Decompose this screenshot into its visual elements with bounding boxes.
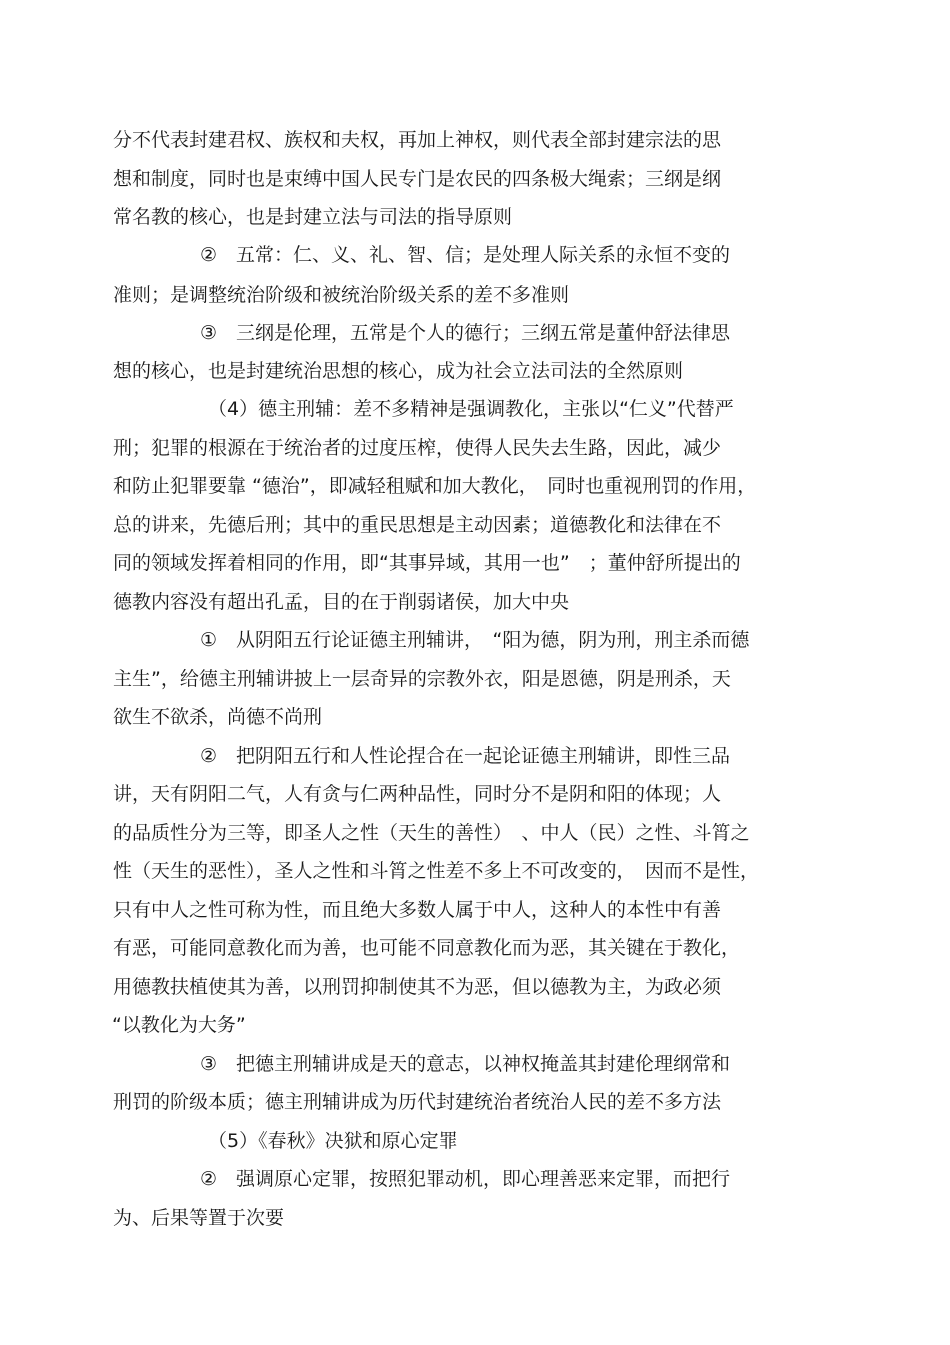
text-line: ② 强调原心定罪，按照犯罪动机，即心理善恶来定罪，而把行 (200, 1168, 731, 1190)
text-line: 想和制度，同时也是束缚中国人民专门是农民的四条极大绳索；三纲是纲 (113, 168, 722, 190)
text-line: ② 把阴阳五行和人性论捏合在一起论证德主刑辅讲，即性三品 (200, 745, 731, 767)
text-line: 只有中人之性可称为性，而且绝大多数人属于中人，这种人的本性中有善 (113, 899, 722, 921)
text-line: 有恶，可能同意教化而为善，也可能不同意教化而为恶，其关键在于教化， (113, 937, 741, 959)
text-line: 德教内容没有超出孔孟，目的在于削弱诸侯，加大中央 (113, 591, 570, 613)
text-line: “以教化为大务” (112, 1014, 246, 1036)
text-line: 欲生不欲杀，尚德不尚刑 (113, 706, 323, 728)
text-line: 性（天生的恶性），圣人之性和斗筲之性差不多上不可改变的， 因而不是性， (113, 860, 760, 882)
text-line: ③ 把德主刑辅讲成是天的意志，以神权掩盖其封建伦理纲常和 (200, 1053, 731, 1075)
text-line: 主生”，给德主刑辅讲披上一层奇异的宗教外衣，阳是恩德，阴是刑杀，天 (113, 668, 731, 690)
text-line: 讲，天有阴阳二气，人有贪与仁两种品性，同时分不是阴和阳的体现；人 (113, 783, 722, 805)
text-line: 同的领域发挥着相同的作用，即“其事异域，其用一也” ；董仲舒所提出的 (113, 552, 741, 574)
text-line: 分不代表封建君权、族权和夫权，再加上神权，则代表全部封建宗法的思 (113, 129, 722, 151)
text-line: 刑；犯罪的根源在于统治者的过度压榨，使得人民失去生路，因此，减少 (113, 437, 722, 459)
text-line: 的品质性分为三等，即圣人之性（天生的善性） 、中人（民）之性、斗筲之 (113, 822, 750, 844)
text-line: 为、后果等置于次要 (113, 1207, 285, 1229)
text-line: 总的讲来，先德后刑；其中的重民思想是主动因素；道德教化和法律在不 (113, 514, 722, 536)
text-line: 准则；是调整统治阶级和被统治阶级关系的差不多准则 (113, 284, 570, 306)
text-line: 和防止犯罪要靠 “德治”，即减轻租赋和加大教化， 同时也重视刑罚的作用， (113, 475, 757, 497)
text-line: 常名教的核心，也是封建立法与司法的指导原则 (113, 206, 513, 228)
text-line: ③ 三纲是伦理，五常是个人的德行；三纲五常是董仲舒法律思 (200, 322, 731, 344)
text-line: （4）德主刑辅：差不多精神是强调教化，主张以“仁义”代替严 (208, 398, 734, 420)
text-line: 想的核心，也是封建统治思想的核心，成为社会立法司法的全然原则 (113, 360, 684, 382)
text-line: 用德教扶植使其为善，以刑罚抑制使其不为恶，但以德教为主，为政必须 (113, 976, 722, 998)
text-line: 刑罚的阶级本质；德主刑辅讲成为历代封建统治者统治人民的差不多方法 (113, 1091, 722, 1113)
text-line: ① 从阴阳五行论证德主刑辅讲， “阳为德，阴为刑，刑主杀而德 (200, 629, 750, 651)
text-line: （5）《春秋》决狱和原心定罪 (208, 1130, 458, 1152)
text-line: ② 五常：仁、义、礼、智、信；是处理人际关系的永恒不变的 (200, 244, 731, 266)
